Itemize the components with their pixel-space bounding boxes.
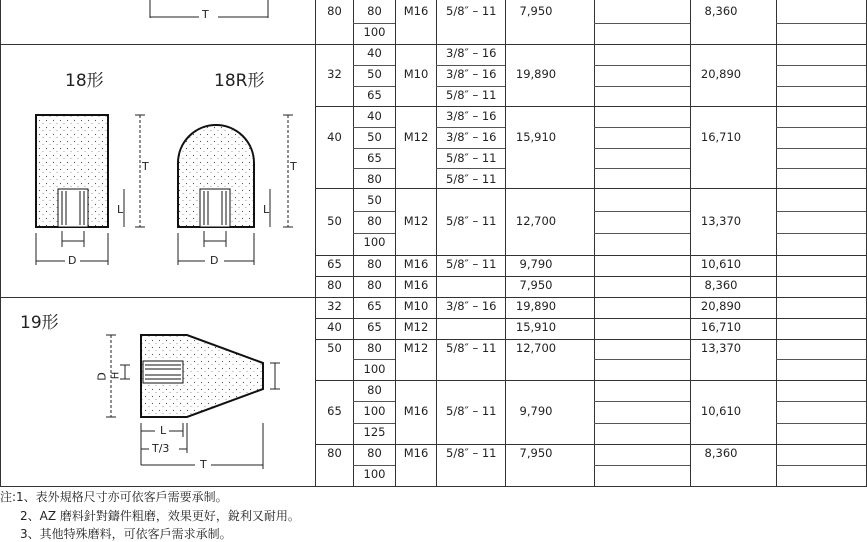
shape-19-label: 19形 [20, 313, 59, 333]
table-cell: 19,890 [515, 67, 557, 81]
dim-l-19: L [160, 424, 167, 437]
table-cell: 50 [367, 130, 382, 144]
shape-18-label: 18形 [65, 71, 104, 91]
table-cell: 65 [367, 320, 382, 334]
table-cell: 65 [327, 257, 342, 271]
table-cell: M16 [403, 278, 429, 292]
table-cell: 65 [367, 299, 382, 313]
table-cell: 125 [363, 425, 386, 439]
table-cell: 15,910 [515, 130, 557, 144]
table-cell: 20,890 [700, 67, 742, 81]
table-cell: 5/8″ – 11 [446, 446, 497, 460]
table-cell: 5/8″ – 11 [446, 257, 497, 271]
table-cell: M10 [403, 299, 429, 313]
table-cell: 50 [367, 67, 382, 81]
table-cell: M12 [403, 130, 429, 144]
shape-18-drawing [10, 105, 310, 275]
table-cell: 3/8″ – 16 [446, 109, 497, 123]
table-cell: 13,370 [700, 214, 742, 228]
table-cell: M12 [403, 341, 429, 355]
table-cell: 80 [327, 278, 342, 292]
table-cell: 16,710 [700, 130, 742, 144]
table-cell: 8,360 [704, 278, 738, 292]
table-cell: 50 [367, 193, 382, 207]
table-cell: 5/8″ – 11 [446, 4, 497, 18]
shape-18r-label: 18R形 [214, 71, 265, 91]
table-cell: 12,700 [515, 214, 557, 228]
table-cell: 5/8″ – 11 [446, 404, 497, 418]
dim-t-19: T [200, 458, 207, 471]
table-cell: 80 [367, 172, 382, 186]
table-cell: 16,710 [700, 320, 742, 334]
table-cell: 7,950 [519, 278, 553, 292]
table-cell: 20,890 [700, 299, 742, 313]
table-cell: 80 [367, 446, 382, 460]
table-cell: 50 [327, 341, 342, 355]
table-cell: 32 [327, 299, 342, 313]
table-cell: M16 [403, 446, 429, 460]
table-cell: M16 [403, 404, 429, 418]
table-cell: M12 [403, 214, 429, 228]
table-cell: 3/8″ – 16 [446, 130, 497, 144]
dim-l-18r: L [263, 203, 270, 216]
table-cell: 13,370 [700, 341, 742, 355]
table-cell: 15,910 [515, 320, 557, 334]
table-cell: 50 [327, 214, 342, 228]
table-cell: 65 [367, 151, 382, 165]
table-cell: 5/8″ – 11 [446, 172, 497, 186]
table-cell: 80 [367, 214, 382, 228]
table-cell: 40 [367, 109, 382, 123]
note-1: 注:1、表外規格尺寸亦可依客戶需要承制。 [0, 490, 228, 504]
table-cell: 65 [327, 404, 342, 418]
table-cell: 65 [367, 88, 382, 102]
table-cell: 12,700 [515, 341, 557, 355]
table-cell: 19,890 [515, 299, 557, 313]
note-2: 2、AZ 磨料針對鑄件粗磨，效果更好，銳利又耐用。 [20, 509, 300, 523]
table-cell: 5/8″ – 11 [446, 151, 497, 165]
dim-d-19: D [95, 372, 109, 381]
table-cell: 8,360 [704, 4, 738, 18]
shape-19-drawing [95, 325, 310, 480]
table-cell: 9,790 [519, 404, 553, 418]
table-cell: M16 [403, 4, 429, 18]
dim-t-17: T [202, 8, 209, 21]
table-cell: 3/8″ – 16 [446, 46, 497, 60]
table-cell: 80 [367, 278, 382, 292]
table-cell: 9,790 [519, 257, 553, 271]
table-cell: 40 [367, 46, 382, 60]
table-cell: 7,950 [519, 446, 553, 460]
dim-d-18r: D [210, 254, 219, 267]
table-cell: 5/8″ – 11 [446, 341, 497, 355]
dim-d-18: D [68, 254, 77, 267]
table-cell: 8,360 [704, 446, 738, 460]
table-cell: M12 [403, 320, 429, 334]
table-cell: 80 [327, 446, 342, 460]
table-cell: 100 [363, 467, 386, 481]
table-cell: 100 [363, 25, 386, 39]
table-cell: 3/8″ – 16 [446, 67, 497, 81]
table-cell: 5/8″ – 11 [446, 214, 497, 228]
table-cell: 80 [367, 383, 382, 397]
shape-17-drawing [0, 0, 315, 44]
note-3: 3、其他特殊磨料，可依客戶需求承制。 [20, 527, 232, 541]
table-cell: 40 [327, 320, 342, 334]
table-cell: 100 [363, 362, 386, 376]
dim-h-19: H [110, 371, 122, 380]
table-cell: 100 [363, 404, 386, 418]
dim-l-18: L [117, 203, 124, 216]
dim-t3-19: T/3 [152, 442, 170, 455]
table-cell: 40 [327, 130, 342, 144]
table-cell: 32 [327, 67, 342, 81]
table-cell: M16 [403, 257, 429, 271]
table-cell: 80 [367, 341, 382, 355]
table-cell: 100 [363, 235, 386, 249]
table-cell: 80 [327, 4, 342, 18]
table-cell: 80 [367, 4, 382, 18]
table-cell: 5/8″ – 11 [446, 88, 497, 102]
dim-t-18r: T [290, 160, 297, 173]
table-cell: 80 [367, 257, 382, 271]
table-cell: 10,610 [700, 257, 742, 271]
table-cell: M10 [403, 67, 429, 81]
table-cell: 7,950 [519, 4, 553, 18]
dim-t-18: T [142, 160, 149, 173]
table-cell: 3/8″ – 16 [446, 299, 497, 313]
table-cell: 10,610 [700, 404, 742, 418]
